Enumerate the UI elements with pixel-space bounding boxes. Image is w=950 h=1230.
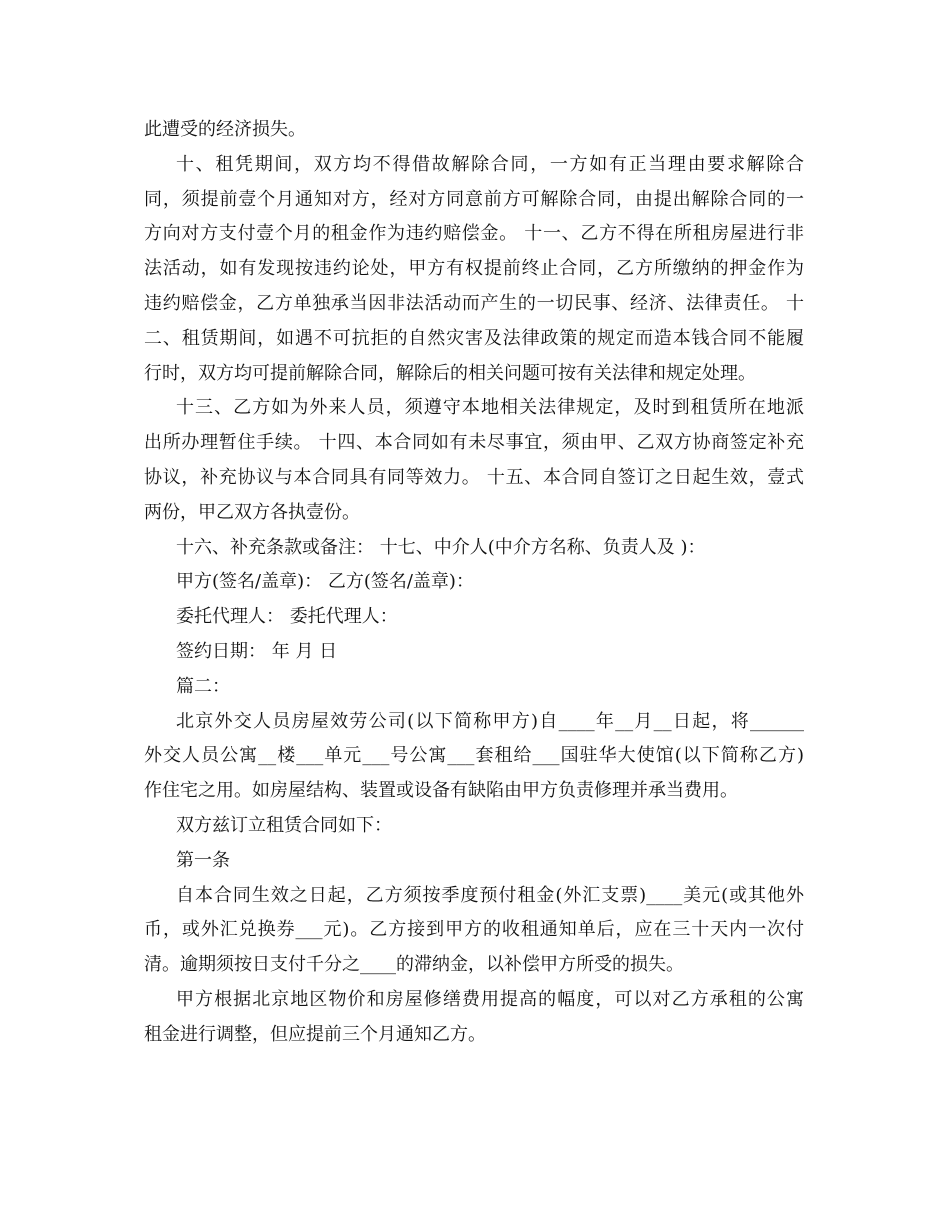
- text-line: 协议，补充协议与本合同具有同等效力。 十五、本合同自签订之日起生效，壹式: [144, 466, 804, 488]
- text-line: 租金进行调整，但应提前三个月通知乙方。: [144, 1023, 486, 1045]
- text-line: 作住宅之用。如房屋结构、装置或设备有缺陷由甲方负责修理并承当费用。: [144, 780, 738, 802]
- text-line: 甲方根据北京地区物价和房屋修缮费用提高的幅度，可以对乙方承租的公寓: [176, 988, 804, 1010]
- text-line: 两份，甲乙双方各执壹份。: [144, 501, 360, 523]
- text-line: 北京外交人员房屋效劳公司(以下简称甲方)自____年__月__日起，将______: [176, 710, 804, 732]
- text-line: 十六、补充条款或备注： 十七、中介人(中介方名称、负责人及 )：: [176, 536, 706, 558]
- text-line: 清。逾期须按日支付千分之____的滞纳金，以补偿甲方所受的损失。: [144, 954, 684, 976]
- text-line: 甲方(签名/盖章)： 乙方(签名/盖章)：: [176, 571, 474, 593]
- text-line: 同，须提前壹个月通知对方，经对方同意前方可解除合同，由提出解除合同的一: [144, 188, 804, 210]
- text-line: 二、租赁期间，如遇不可抗拒的自然灾害及法律政策的规定而造本钱合同不能履: [144, 327, 804, 349]
- text-line: 此遭受的经济损失。: [144, 119, 306, 140]
- text-line: 出所办理暂住手续。 十四、本合同如有未尽事宜，须由甲、乙双方协商签定补充: [144, 432, 804, 454]
- document-page: [144, 113, 804, 1053]
- text-line: 委托代理人： 委托代理人：: [176, 606, 398, 628]
- text-line: 十三、乙方如为外来人员，须遵守本地相关法律规定，及时到租赁所在地派: [176, 397, 804, 419]
- text-line: 外交人员公寓__楼___单元___号公寓___套租给___国驻华大使馆(以下简称乙方): [144, 745, 804, 767]
- text-line: 违约赔偿金，乙方单独承当因非法活动而产生的一切民事、经济、法律责任。 十: [144, 292, 804, 314]
- text-line: 法活动，如有发现按违约论处，甲方有权提前终止合同，乙方所缴纳的押金作为: [144, 258, 804, 280]
- text-line: 篇二：: [176, 675, 230, 697]
- text-line: 自本合同生效之日起，乙方须按季度预付租金(外汇支票)____美元(或其他外: [176, 884, 804, 906]
- text-line: 十、租凭期间，双方均不得借故解除合同，一方如有正当理由要求解除合: [176, 153, 804, 175]
- text-line: 双方兹订立租赁合同如下：: [176, 814, 392, 836]
- text-line: 第一条: [176, 849, 230, 871]
- text-line: 币，或外汇兑换券___元)。乙方接到甲方的收租通知单后，应在三十天内一次付: [144, 919, 804, 941]
- text-line: 方向对方支付壹个月的租金作为违约赔偿金。 十一、乙方不得在所租房屋进行非: [144, 223, 804, 245]
- text-line: 签约日期： 年 月 日: [176, 640, 338, 662]
- text-line: 行时，双方均可提前解除合同，解除后的相关问题可按有关法律和规定处理。: [144, 362, 756, 384]
